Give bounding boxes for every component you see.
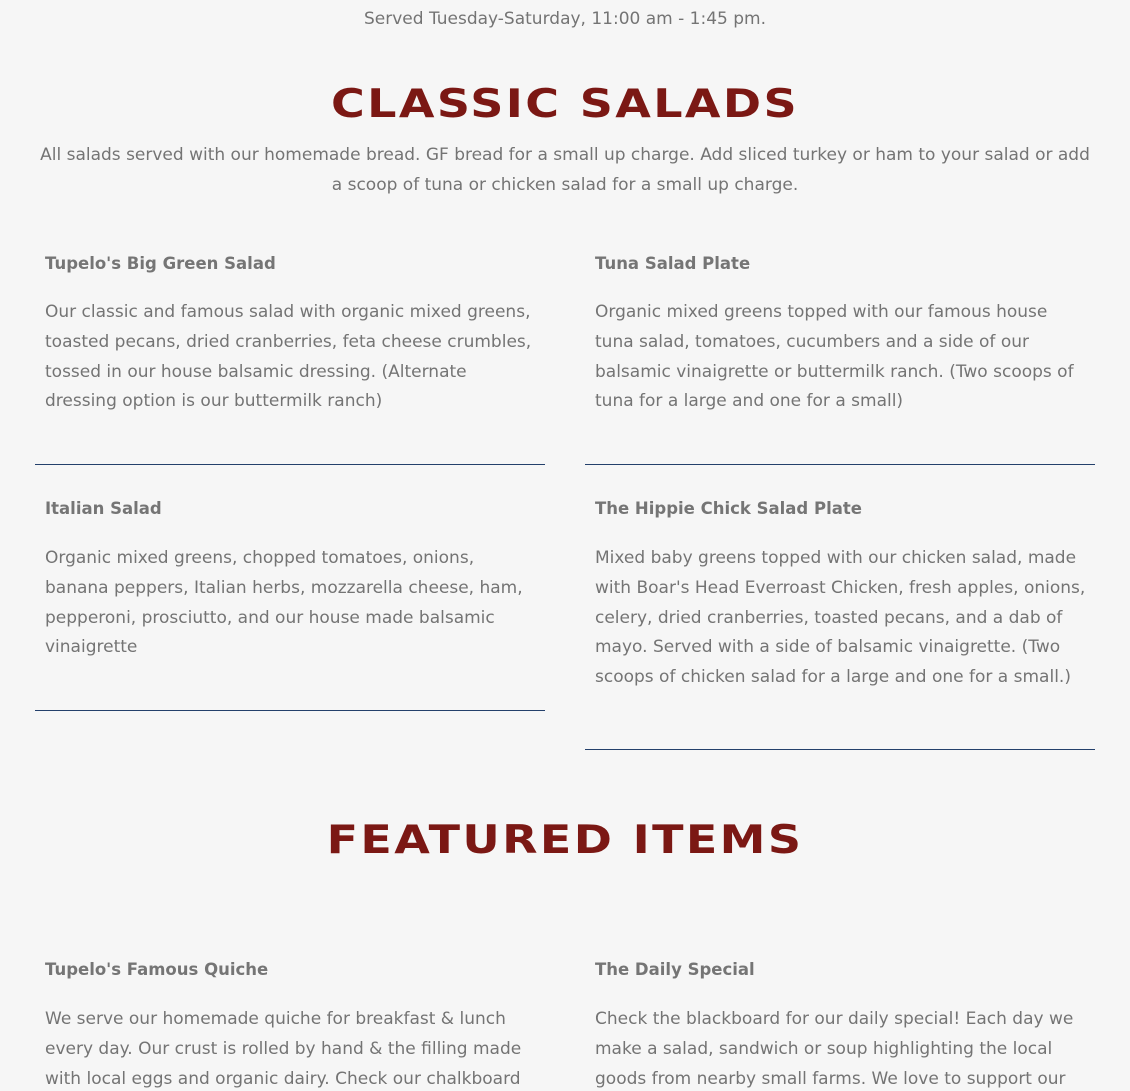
classic-salads-heading: CLASSIC SALADS <box>331 82 799 127</box>
menu-item-description: Our classic and famous salad with organic mixed greens, toasted pecans, dried cranberries, feta cheese crumbles, tossed in our house balsamic dressing. (Alternate dressing option is our buttermilk ranch) <box>45 302 532 412</box>
item-divider <box>35 464 545 465</box>
menu-item-name: Tuna Salad Plate <box>595 254 751 273</box>
menu-item-description: Mixed baby greens topped with our chicken salad, made with Boar's Head Everroast Chicken, fresh apples, onions, celery, dried cranberries, toasted pecans, and a dab of mayo. Served with a side of balsamic vinaigrette. (Two scoops of chicken salad for a large and one for a small.) <box>595 548 1086 688</box>
featured-items-heading: FEATURED ITEMS <box>326 818 804 863</box>
item-divider <box>585 464 1095 465</box>
menu-item-description: Organic mixed greens, chopped tomatoes, onions, banana peppers, Italian herbs, mozzarella cheese, ham, pepperoni, prosciutto, and our house made balsamic vinaigrette <box>45 548 523 658</box>
item-divider <box>35 710 545 711</box>
menu-item-description: We serve our homemade quiche for breakfast & lunch every day. Our crust is rolled by hand & the filling made with local eggs and organic dairy. Check our chalkboard <box>45 1009 522 1089</box>
salads-intro: All salads served with our homemade bread. GF bread for a small up charge. Add sliced turkey or ham to your salad or add a scoop of tuna or chicken salad for a small up charge. <box>40 145 1090 195</box>
menu-item-name: The Daily Special <box>595 960 755 979</box>
menu-item-name: Tupelo's Famous Quiche <box>45 960 269 979</box>
menu-item-description: Check the blackboard for our daily special! Each day we make a salad, sandwich or soup highlighting the local goods from nearby small farms. We love to support our <box>595 1009 1074 1089</box>
menu-item-name: Tupelo's Big Green Salad <box>45 254 276 273</box>
serving-hours: Served Tuesday-Saturday, 11:00 am - 1:45 pm. <box>363 9 766 29</box>
menu-item-name: Italian Salad <box>45 499 162 518</box>
item-divider <box>585 749 1095 750</box>
menu-item-name: The Hippie Chick Salad Plate <box>595 499 862 518</box>
menu-item-description: Organic mixed greens topped with our famous house tuna salad, tomatoes, cucumbers and a side of our balsamic vinaigrette or buttermilk ranch. (Two scoops of tuna for a large and one for a small) <box>595 302 1074 412</box>
